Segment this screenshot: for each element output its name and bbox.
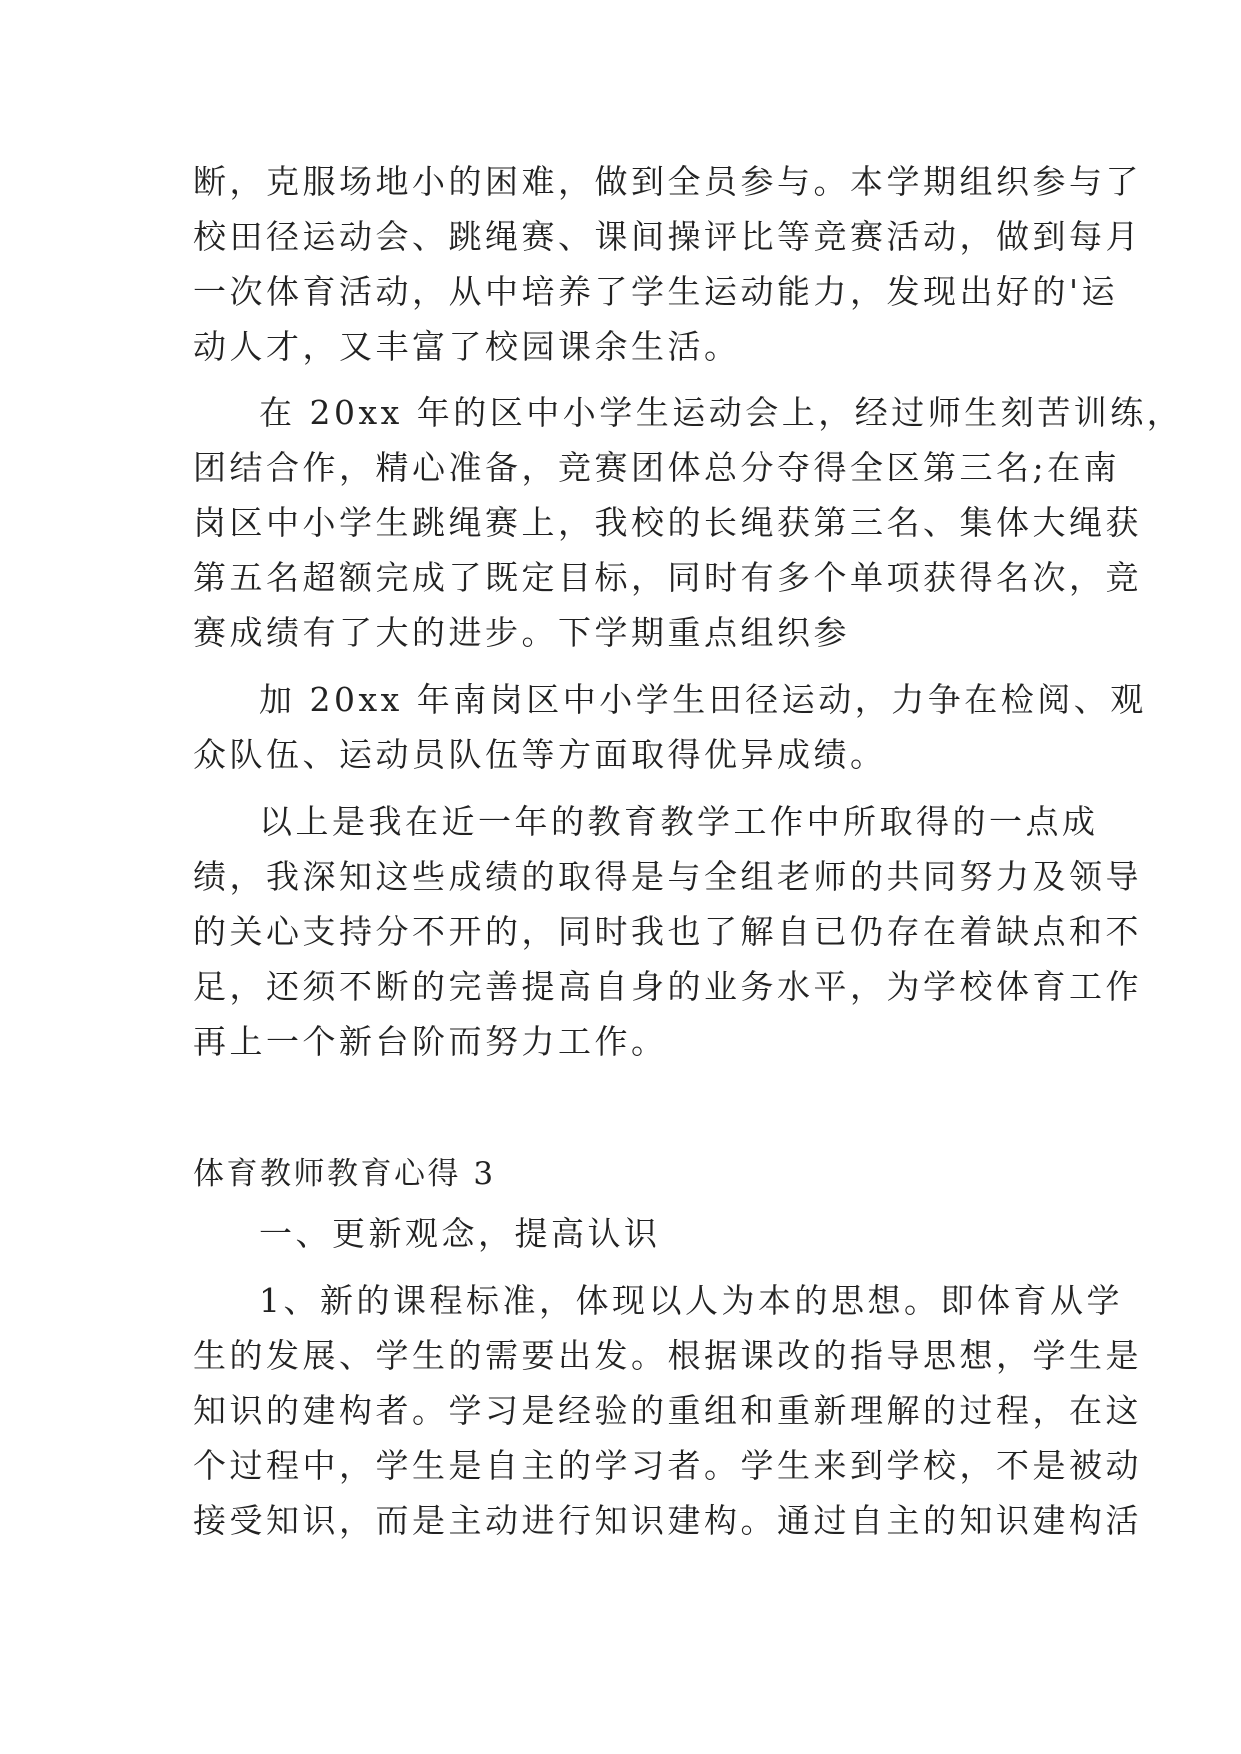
paragraph-line: 岗区中小学生跳绳赛上，我校的长绳获第三名、集体大绳获 xyxy=(193,503,1142,542)
paragraph-line: 绩，我深知这些成绩的取得是与全组老师的共同努力及领导 xyxy=(193,857,1142,896)
paragraph-line: 生的发展、学生的需要出发。根据课改的指导思想，学生是 xyxy=(193,1336,1142,1375)
paragraph-line: 赛成绩有了大的进步。下学期重点组织参 xyxy=(193,613,850,652)
paragraph-line: 断，克服场地小的困难，做到全员参与。本学期组织参与了 xyxy=(193,162,1142,201)
paragraph-line: 足，还须不断的完善提高自身的业务水平，为学校体育工作 xyxy=(193,967,1142,1006)
paragraph-line: 的关心支持分不开的，同时我也了解自已仍存在着缺点和不 xyxy=(193,912,1142,951)
paragraph-line: 校田径运动会、跳绳赛、课间操评比等竞赛活动，做到每月 xyxy=(193,217,1142,256)
paragraph-line: 在 20xx 年的区中小学生运动会上，经过师生刻苦训练， xyxy=(259,393,1184,432)
subheading: 一、更新观念，提高认识 xyxy=(259,1214,661,1253)
paragraph-line: 众队伍、运动员队伍等方面取得优异成绩。 xyxy=(193,735,887,774)
paragraph-line: 动人才，又丰富了校园课余生活。 xyxy=(193,327,741,366)
paragraph-line: 加 20xx 年南岗区中小学生田径运动，力争在检阅、观 xyxy=(259,680,1147,719)
paragraph-line: 一次体育活动，从中培养了学生运动能力，发现出好的'运 xyxy=(193,272,1119,311)
section-heading: 体育教师教育心得 3 xyxy=(193,1156,496,1192)
paragraph-line: 知识的建构者。学习是经验的重组和重新理解的过程，在这 xyxy=(193,1391,1142,1430)
paragraph-line: 1、新的课程标准，体现以人为本的思想。即体育从学 xyxy=(259,1281,1123,1320)
paragraph-line: 团结合作，精心准备，竞赛团体总分夺得全区第三名;在南 xyxy=(193,448,1121,487)
paragraph-line: 第五名超额完成了既定目标，同时有多个单项获得名次，竞 xyxy=(193,558,1142,597)
paragraph-line: 以上是我在近一年的教育教学工作中所取得的一点成 xyxy=(259,802,1099,841)
paragraph-line: 再上一个新台阶而努力工作。 xyxy=(193,1022,668,1061)
paragraph-line: 接受知识，而是主动进行知识建构。通过自主的知识建构活 xyxy=(193,1501,1142,1540)
paragraph-line: 个过程中，学生是自主的学习者。学生来到学校，不是被动 xyxy=(193,1446,1142,1485)
